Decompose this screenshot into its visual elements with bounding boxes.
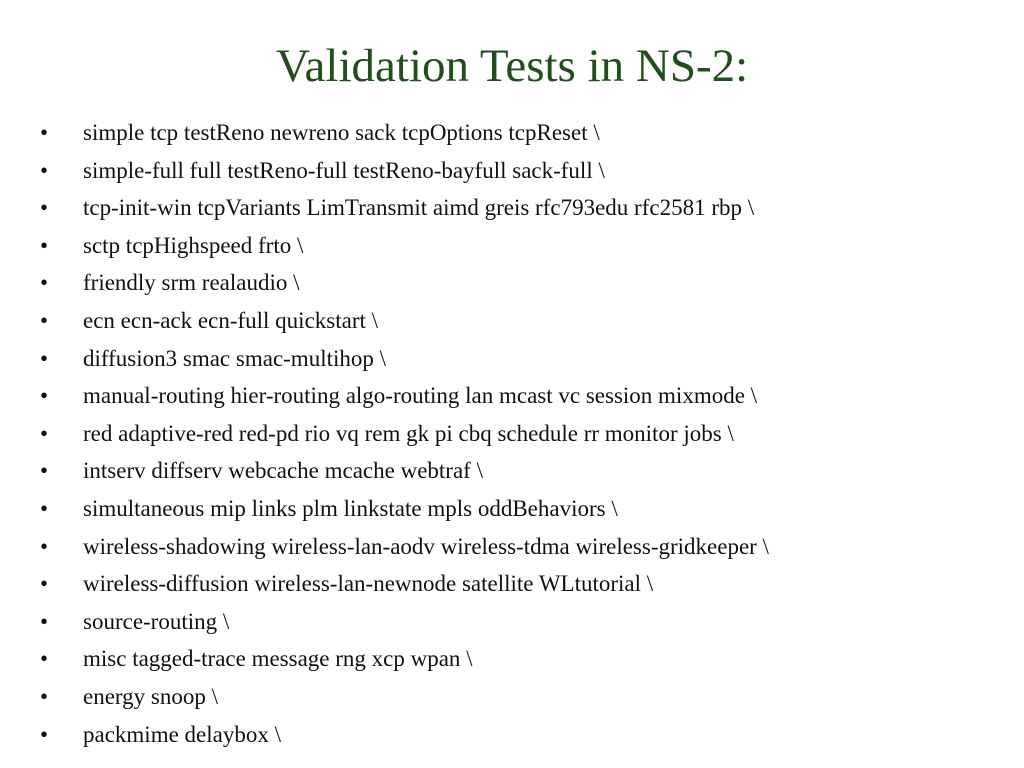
bullet-icon: • <box>40 307 49 333</box>
bullet-icon: • <box>40 608 49 634</box>
bullet-text: simultaneous mip links plm linkstate mpls oddBehaviors \ <box>83 495 618 521</box>
bullet-icon: • <box>40 420 49 446</box>
bullet-text: manual-routing hier-routing algo-routing lan mcast vc session mixmode \ <box>83 383 758 409</box>
bullet-icon: • <box>40 721 49 747</box>
bullet-icon: • <box>40 232 49 258</box>
bullet-text: wireless-shadowing wireless-lan-aodv wireless-tdma wireless-gridkeeper \ <box>83 533 769 559</box>
bullet-text: friendly srm realaudio \ <box>83 270 300 296</box>
bullet-text: tcp-init-win tcpVariants LimTransmit aimd greis rfc793edu rfc2581 rbp \ <box>83 195 755 221</box>
bullet-text: ecn ecn-ack ecn-full quickstart \ <box>83 307 379 333</box>
bullet-icon: • <box>40 270 49 296</box>
bullet-icon: • <box>40 533 49 559</box>
bullet-text: packmime delaybox \ <box>83 721 281 747</box>
bullet-icon: • <box>40 458 49 484</box>
slide-title: Validation Tests in NS-2: <box>275 40 749 92</box>
bullet-text: sctp tcpHighspeed frto \ <box>83 232 304 258</box>
bullet-text: energy snoop \ <box>83 683 219 709</box>
bullet-icon: • <box>40 495 49 521</box>
bullet-icon: • <box>40 571 49 597</box>
bullet-text: wireless-diffusion wireless-lan-newnode satellite WLtutorial \ <box>83 571 654 597</box>
bullet-icon: • <box>40 195 49 221</box>
bullet-icon: • <box>40 345 49 371</box>
bullet-text: intserv diffserv webcache mcache webtraf \ <box>83 458 483 484</box>
bullet-text: simple-full full testReno-full testReno-bayfull sack-full \ <box>83 157 605 183</box>
bullet-icon: • <box>40 383 49 409</box>
bullet-text: red adaptive-red red-pd rio vq rem gk pi cbq schedule rr monitor jobs \ <box>83 420 734 446</box>
bullet-text: simple tcp testReno newreno sack tcpOptions tcpReset \ <box>83 120 600 145</box>
bullet-icon: • <box>40 646 49 672</box>
bullet-icon: • <box>40 683 49 709</box>
bullet-icon: • <box>40 120 49 145</box>
bullet-text: misc tagged-trace message rng xcp wpan \ <box>83 646 473 672</box>
bullet-icon: • <box>40 157 49 183</box>
bullet-text: source-routing \ <box>83 608 230 634</box>
bullet-text: diffusion3 smac smac-multihop \ <box>83 345 387 371</box>
